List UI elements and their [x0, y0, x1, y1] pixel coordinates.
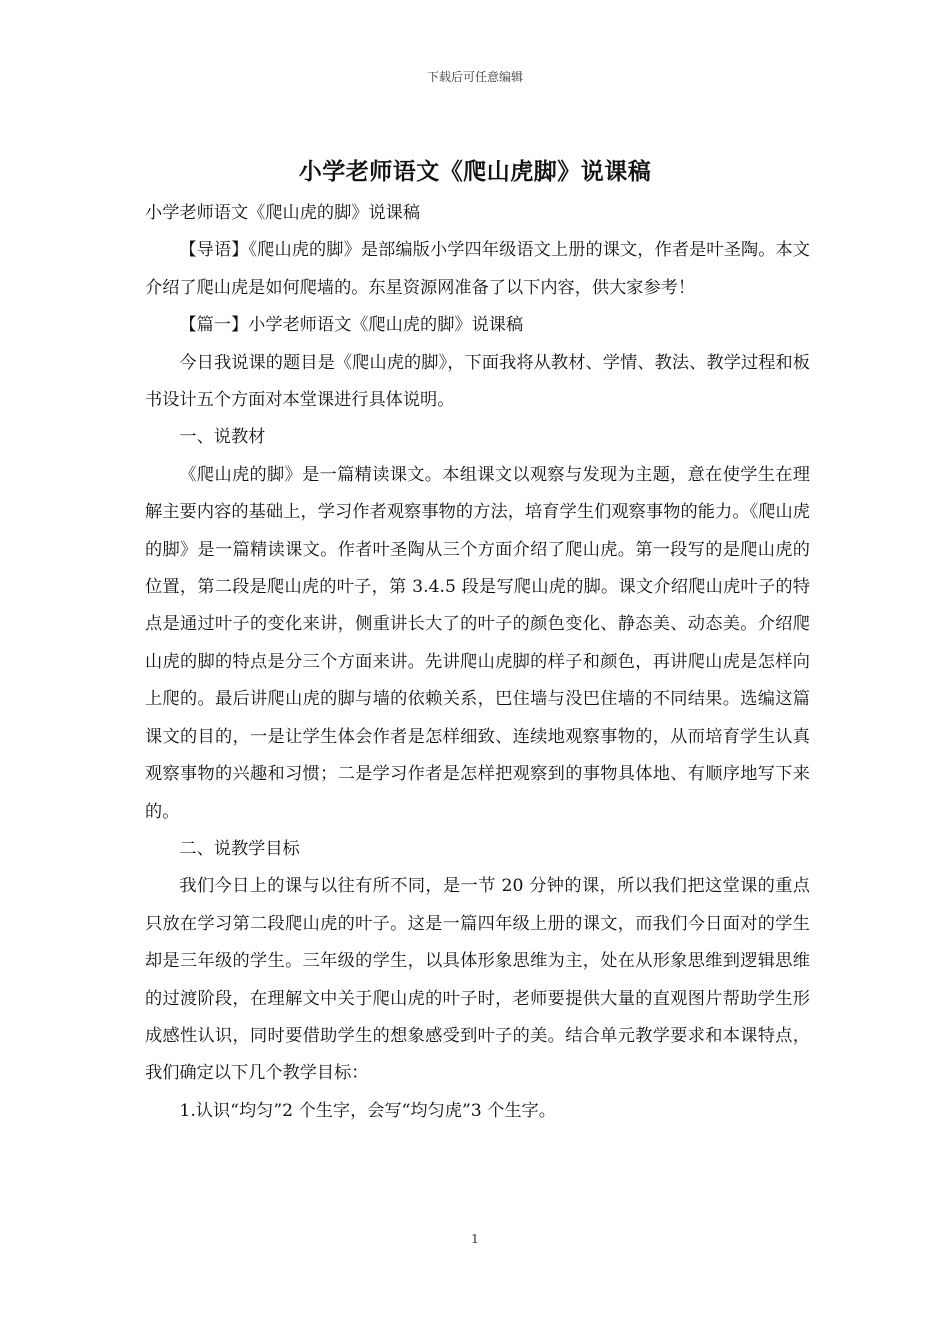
subtitle-line: 小学老师语文《爬山虎的脚》说课稿: [145, 203, 421, 223]
section-heading-part-one: 【篇一】小学老师语文《爬山虎的脚》说课稿: [179, 315, 524, 336]
opening-paragraph: 今日我说课的题目是《爬山虎的脚》，下面我将从教材、学情、教法、教学过程和板书设计五个方面对本堂课进行具体说明。: [145, 352, 810, 411]
heading-textbook: 一、说教材: [179, 427, 266, 448]
page-number: 1: [471, 1232, 479, 1246]
textbook-paragraph: 《爬山虎的脚》是一篇精读课文。本组课文以观察与发现为主题，意在使学生在理解主要内容的基础上，学习作者观察事物的方法，培育学生们观察事物的能力。《爬山虎的脚》是一篇精读课文。作者叶圣陶从三个方面介绍了爬山虎。第一段写的是爬山虎的位置，第二段是爬山虎的叶子，第 3.4.5 段是写爬山虎的脚。课文介绍爬山虎叶子的特点是通过叶子的变化来讲，侧重讲长大了的叶子的颜色变化、静态美、动态美。介绍爬山虎的脚的特点是分三个方面来讲。先讲爬山虎脚的样子和颜色，再讲爬山虎是怎样向上爬的。最后讲爬山虎的脚与墙的依赖关系，巴住墙与没巴住墙的不同结果。选编这篇课文的目的，一是让学生体会作者是怎样细致、连续地观察事物的，从而培育学生认真观察事物的兴趣和习惯；二是学习作者是怎样把观察到的事物具体地、有顺序地写下来的。: [145, 464, 810, 822]
page-header: 下载后可任意编辑: [426, 70, 523, 84]
document-title: 小学老师语文《爬山虎脚》说课稿: [298, 158, 652, 185]
teaching-goals-paragraph: 我们今日上的课与以往有所不同，是一节 20 分钟的课，所以我们把这堂课的重点只放在学习第二段爬山虎的叶子。这是一篇四年级上册的课文，而我们今日面对的学生却是三年级的学生。三年级的学生，以具体形象思维为主，处在从形象思维到逻辑思维的过渡阶段，在理解文中关于爬山虎的叶子时，老师要提供大量的直观图片帮助学生形成感性认识，同时要借助学生的想象感受到叶子的美。结合单元教学要求和本课特点，我们确定以下几个教学目标：: [145, 876, 810, 1084]
heading-teaching-goals: 二、说教学目标: [179, 838, 300, 859]
intro-paragraph: 【导语】《爬山虎的脚》是部编版小学四年级语文上册的课文，作者是叶圣陶。本文介绍了爬山虎是如何爬墙的。东星资源网准备了以下内容，供大家参考！: [145, 240, 810, 298]
document-body: [145, 195, 810, 1130]
goal-item-1: 1.认识“均匀”2 个生字，会写“均匀虎”3 个生字。: [179, 1100, 556, 1121]
